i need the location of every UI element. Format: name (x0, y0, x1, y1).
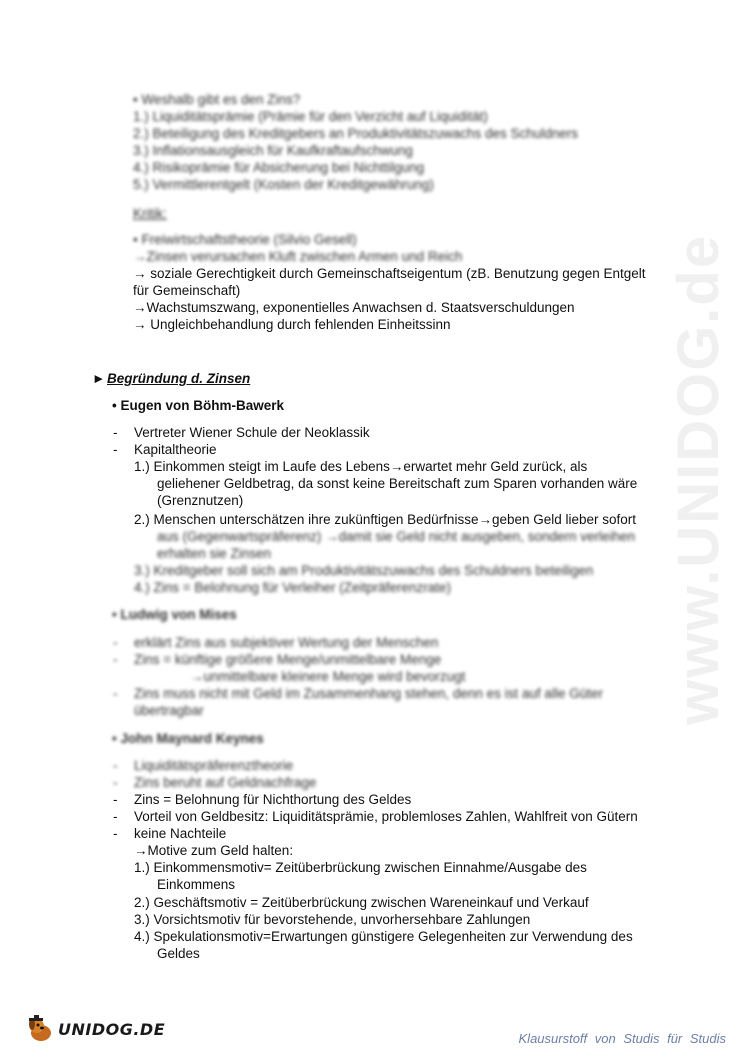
dash-marker: - (113, 686, 118, 701)
reason-item: 4.) Risikoprämie für Absicherung bei Nichttilgung (133, 160, 425, 175)
dash-item: keine Nachteile (134, 826, 227, 841)
dash-item: Zins = Belohnung für Nichthortung des Geldes (134, 792, 412, 807)
kritik-item: → soziale Gerechtigkeit durch Gemeinschaftseigentum (zB. Benutzung gegen Entgelt (133, 266, 646, 281)
numbered-item-cont: (Grenznutzen) (157, 493, 244, 508)
reason-item: 2.) Beteiligung des Kreditgebers an Produktivitätszuwachs des Schuldners (133, 126, 578, 141)
person-heading: • John Maynard Keynes (112, 731, 264, 746)
numbered-item: 2.) Geschäftsmotiv = Zeitüberbrückung zwischen Wareneinkauf und Verkauf (134, 895, 589, 910)
logo-text: UNIDOG.DE (58, 1019, 166, 1039)
numbered-item: 4.) Spekulationsmotiv=Erwartungen günstigere Gelegenheiten zur Verwendung des (134, 929, 633, 944)
numbered-item: 3.) Kreditgeber soll sich am Produktivitätszuwachs des Schuldners beteiligen (134, 563, 594, 578)
footer-slogan: Klausurstoff von Studis für Studis (518, 1031, 726, 1046)
dash-marker: - (113, 826, 118, 841)
kritik-label: Kritik: (133, 206, 167, 221)
dash-marker: - (113, 635, 118, 650)
numbered-item-cont: geliehener Geldbetrag, da sonst keine Bereitschaft zum Sparen vorhanden wäre (157, 476, 638, 491)
numbered-item-cont: aus (Gegenwartspräferenz) →damit sie Geld nicht ausgeben, sondern verleihen (157, 529, 636, 544)
section-heading: Begründung d. Zinsen (107, 371, 251, 386)
person-heading: • Eugen von Böhm-Bawerk (112, 398, 284, 413)
dash-item: Vertreter Wiener Schule der Neoklassik (134, 425, 370, 440)
numbered-item: 2.) Menschen unterschätzen ihre zukünftigen Bedürfnisse→geben Geld lieber sofort (134, 512, 637, 527)
numbered-item-cont: Geldes (157, 946, 200, 961)
dash-item: Zins = künftige größere Menge/unmittelbare Menge (134, 652, 442, 667)
numbered-item: 3.) Vorsichtsmotiv für bevorstehende, unvorhersehbare Zahlungen (134, 912, 531, 927)
dash-item: Liquiditätspräferenztheorie (134, 758, 294, 773)
kritik-item: • Freiwirtschaftstheorie (Silvio Gesell) (133, 232, 357, 247)
dash-marker: - (113, 652, 118, 667)
dash-marker: - (113, 809, 118, 824)
reason-item: 3.) Inflationsausgleich für Kaufkraftaufschwung (133, 143, 413, 158)
reason-item: 1.) Liquiditätsprämie (Prämie für den Verzicht auf Liquidität) (133, 109, 488, 124)
numbered-item: 1.) Einkommen steigt im Laufe des Lebens→erwartet mehr Geld zurück, als (134, 459, 588, 474)
dash-item: Zins beruht auf Geldnachfrage (134, 775, 317, 790)
dash-marker: - (113, 775, 118, 790)
numbered-item-cont: Einkommens (157, 877, 236, 892)
dash-item: erklärt Zins aus subjektiver Wertung der Menschen (134, 635, 439, 650)
dash-item: Zins muss nicht mit Geld im Zusammenhang stehen, denn es ist auf alle Güter (134, 686, 603, 701)
dash-marker: - (113, 425, 118, 440)
top-bullet: • Weshalb gibt es den Zins? (133, 92, 301, 107)
kritik-item: →Zinsen verursachen Kluft zwischen Armen und Reich (133, 249, 463, 264)
motive-intro: →Motive zum Geld halten: (134, 843, 294, 858)
dog-mascot-icon (26, 1014, 56, 1044)
dash-item-cont: übertragbar (134, 703, 204, 718)
dash-marker: - (113, 442, 118, 457)
dash-item: Vorteil von Geldbesitz: Liquiditätsprämie, problemloses Zahlen, Wahlfreit von Gütern (134, 809, 638, 824)
reason-item: 5.) Vermittlerentgelt (Kosten der Kreditgewährung) (133, 177, 434, 192)
numbered-item-cont: erhalten sie Zinsen (157, 546, 272, 561)
dash-marker: - (113, 758, 118, 773)
kritik-item: für Gemeinschaft) (133, 283, 241, 298)
person-heading: • Ludwig von Mises (112, 607, 237, 622)
numbered-item: 1.) Einkommensmotiv= Zeitüberbrückung zwischen Einnahme/Ausgabe des (134, 860, 587, 875)
footer-logo (26, 1014, 165, 1044)
watermark: www.UNIDOG.de (666, 233, 731, 725)
kritik-item: →Wachstumszwang, exponentielles Anwachsen d. Staatsverschuldungen (133, 300, 575, 315)
dash-item: Kapitaltheorie (134, 442, 217, 457)
numbered-item: 4.) Zins = Belohnung für Verleiher (Zeitpräferenzrate) (134, 580, 452, 595)
dash-item-cont: →unmittelbare kleinere Menge wird bevorzugt (190, 669, 466, 684)
dash-marker: - (113, 792, 118, 807)
kritik-item: → Ungleichbehandlung durch fehlenden Einheitssinn (133, 317, 451, 332)
section-marker: ► (92, 371, 106, 386)
